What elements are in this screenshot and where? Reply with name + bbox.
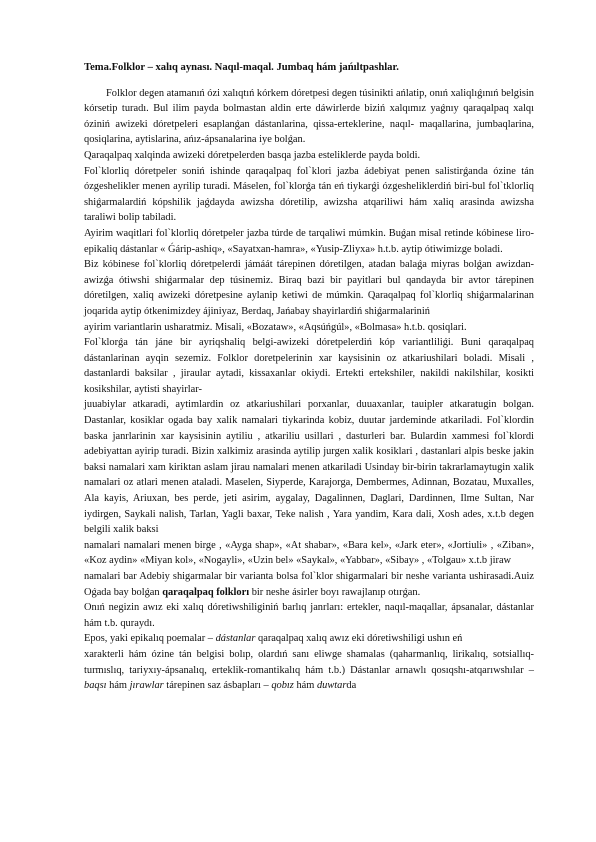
text-run: hám	[293, 680, 317, 692]
text-run: qaraqalpaq xalıq awız eki dóretiwshiligi ushın eń	[255, 633, 463, 645]
text-run: namalari bar Adebiy shigarmalar bir varianta bolsa fol`klor shigarmalari bir neshe varianta ushirasadi.Auiz Oǵada bay bolǵan	[84, 571, 534, 598]
italic-text: baqsı	[84, 680, 107, 692]
italic-text: qobız	[271, 680, 294, 692]
paragraph: juuabiylar atkaradi, aytimlardin oz atkariushilari porxanlar, duuaxanlar, tauipler atkaratugin bolgan. Dastanlar, kosiklar ogada bay xalik namalari tiykarinda kobiz, duutar jardeminde atkariladi. Fol`klordin baska janrlarinin xar kaysisinin aytiliu , atkariliu usillari , dasturleri bar. Bulardin xammesi fol`klordi adebiyattan ayirip turadi. Bizin xalkimiz arasinda aytilip jurgen xalik kosiklari , dastanlari alpis beske jakin baksi namalari xam kiriktan aslam jirau namalari menen atkariladi Usinday bir-birin takrarlamaytugin xalik namalari oz atlari menen ataladi. Maselen, Siyperde, Karajorga, Dembermes, Adinnan, Bozatau, Muxalles, Ala kayis, Ariuxan, bes perde, jeti asirim, aygalay, Dagalinnen, Daglari, Dardinnen, Ilme Sultan, Nar iydirgen, Saykali nalish, Tarlan, Yagli baxar, Teke nalish , Yara yandim, Kara dali, Xosh ades, x.t.b degen belgili xalik baksi	[84, 399, 534, 536]
text-run: hám	[106, 680, 130, 692]
text-run: bir neshe ásirler boyı rawajlanıp otırǵan.	[249, 586, 421, 598]
italic-text: duwtar	[316, 680, 347, 692]
document-title: Tema.Folklor – xalıq aynası. Naqıl-maqal. Jumbaq hám jańıltpashlar.	[84, 62, 399, 73]
paragraph	[84, 647, 534, 694]
paragraph: Folklor degen atamanıń ózi xalıqtıń kórkem dóretpesi degen túsinikti ańlatip, onıń xaliqlıǵınıń belgisin kórsetip turadı. Bul ilim payda bolmastan aldin erte dáwirlerde biziń xalqımız yaǵnıy qaraqalpaq xalqı óziniń awizeki dóretpeleri esaplanǵan dástanlarina, qissa-erteklerine, naqıl- maqallarina, jumbaqlarina, qosiqlarina, aytislarina, ańız-ápsanalarina iye bolǵan.	[84, 87, 534, 146]
text-run: tárepinen saz ásbapları –	[163, 680, 272, 692]
paragraph: Biz kóbinese fol`klorliq dóretpelerdi jámáát tárepinen dóretilgen, atadan balaǵa miyras bolǵan awizdan-awizǵa ótiwshi shiǵarmalar dep túsinemiz. Biraq bazi bir payitlari bul qandayda bir avtor tárepinen dóretilgen, xaliq awizeki dóretpesine aylanip ketiwi de múmkin. Qaraqalpaq fol`klorliq shiǵarmalarinan joqarida aytip ótkenimizdey ájiniyaz, Berdaq, Jańabay shayirlardiń shiǵarmalariniń	[84, 259, 534, 317]
document-page	[84, 60, 534, 694]
paragraph	[84, 569, 534, 600]
paragraph: Fol`klorliq dóretpeler soniń ishinde qaraqalpaq fol`klori jazba ádebiyat penen salistirǵanda ózine tán ózgeshelikler menen ayrilip turadi. Máselen, fol`klorǵa tán eń tiykarǵi ózgesheliklerdiń biri-bul fol`tklorliq shiǵarmalardiń kópshilik jaǵdayda awizsha dóretilip, awizsha atqariliwi hám xaliq arasinda awizsha taraliwi bolip tabiladi.	[84, 165, 534, 224]
paragraph: Onıń negizin awız eki xalıq dóretiwshiliginiń barlıq janrları: ertekler, naqıl-maqallar, ápsanalar, dástanlar hám t.b. quraydı.	[84, 602, 534, 629]
paragraph: ayirim variantlarin usharatmiz. Misali, «Bozataw», «Aqsúńgúl», «Bolmasa» h.t.b. qosiqlari.	[84, 321, 467, 333]
text-run: da	[346, 680, 357, 692]
paragraph: Qaraqalpaq xalqinda awizeki dóretpelerden basqa jazba esteliklerde payda boldi.	[84, 149, 421, 161]
text-run: xarakterli hám ózine tán belgisi bolıp, olardıń sanı eliwge shamalas (qaharmanlıq, lirikalıq, sotsiallıq-turmıslıq, tariyxıy-ápsanalıq, erteklik-romantikalıq hám t.b.) Dástanlar arnawlı qosıqshı-atqarıwshılar –	[84, 648, 534, 676]
italic-text: dástanlar	[215, 633, 256, 645]
paragraph: Ayirim waqitlari fol`klorliq dóretpeler jazba túrde de tarqaliwi múmkin. Buǵan misal retinde kóbinese liro-epikaliq dástanlar « Ǵárip-ashiq», «Sayatxan-hamra», «Yusip-Zliyxa» h.t.b. aytip ótiwimizge boladi.	[84, 227, 534, 255]
paragraph: namalari namalari menen birge , «Ayga shap», «At shabar», «Bara kel», «Jark eter», «Jortiuli» , «Ziban», «Koz aydin» «Miyan kol», «Nogayli», «Uzin bel» «Saykal», «Yabbar», «Sibay» , «Tolgau» x.t.b jiraw	[84, 539, 534, 567]
paragraph	[84, 631, 534, 647]
paragraph: Fol`klorǵa tán jáne bir ayriqshaliq belgi-awizeki dóretpelerdiń kóp variantliliǵi. Buni qaraqalpaq dástanlarinan ayqin sezemiz. Folklor doretpelerinin xar kaysisinin oz atkariushilari boladi. Misali , dastanlardi baksilar , jiraular aytadi, kissaxanlar okiydi. Ertekti erteksh​iler, nakildi nakilshilar, kosikti kosikshilar, aytisti shayirlar-	[84, 337, 534, 395]
italic-text: jırawlar	[129, 680, 164, 692]
bold-text: qaraqalpaq folklorı	[162, 586, 250, 598]
text-run: Epos, yaki epikalıq poemalar –	[84, 633, 216, 645]
